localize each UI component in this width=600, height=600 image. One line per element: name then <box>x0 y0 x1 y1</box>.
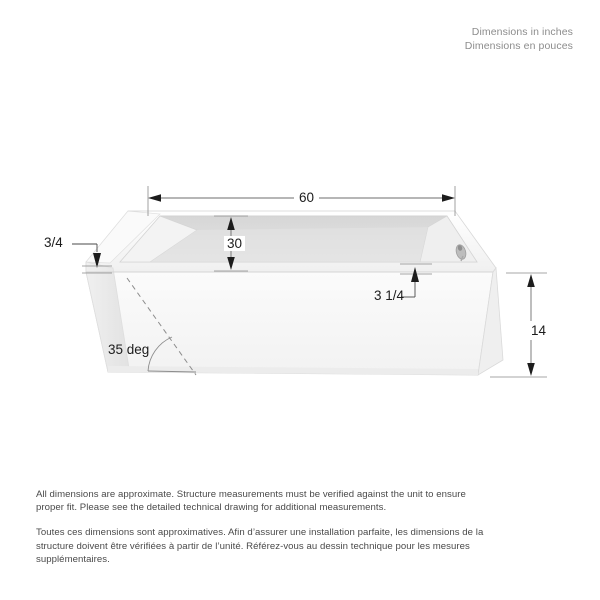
disclaimer-english: All dimensions are approximate. Structure measurements must be verified against the unit to ensure proper fit. Please see the detailed technical drawing for additional measurements. <box>36 489 466 514</box>
disclaimer-french: Toutes ces dimensions sont approximatives. Afin d’assurer une installation parfaite, les dimensions de la structure doivent être vérifiées à partir de l’unité. Référez-vous au dessin technique pour les mesures supplémentaires. <box>36 527 484 565</box>
dimension-label-30: 30 <box>224 236 245 251</box>
disclaimer-footer <box>36 488 486 566</box>
dimension-label-three-quarter: 3/4 <box>44 235 63 250</box>
dimension-label-14: 14 <box>528 321 549 340</box>
arrow-60-left <box>148 194 161 202</box>
dimension-label-three-and-quarter: 3 1/4 <box>374 288 405 303</box>
arrow-14-bottom <box>527 363 535 376</box>
tub-front-apron <box>86 272 493 375</box>
units-note-french: Dimensions en pouces <box>464 39 573 52</box>
dimension-label-60: 60 <box>294 190 319 205</box>
arrow-60-right <box>442 194 455 202</box>
dimension-label-35-deg: 35 deg <box>108 342 150 357</box>
arrow-14-top <box>527 274 535 287</box>
units-note-english: Dimensions in inches <box>471 26 573 38</box>
